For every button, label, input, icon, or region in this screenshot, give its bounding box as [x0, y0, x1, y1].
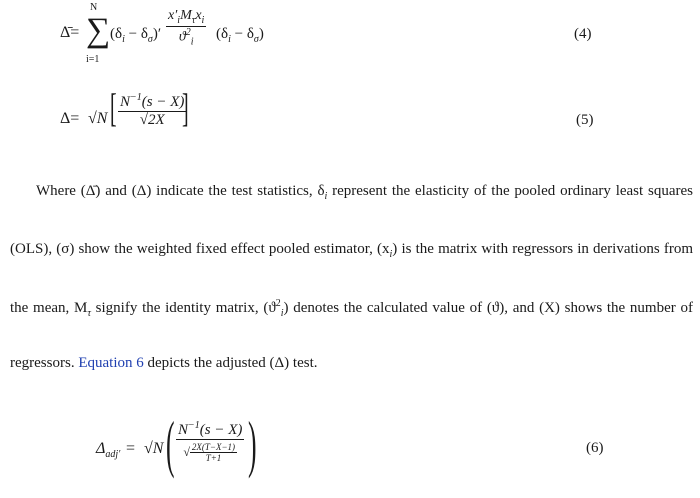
equation-6-link[interactable]: Equation 6: [78, 355, 144, 371]
eq6-lhs: $\Delta_{adj'}$: [96, 440, 121, 461]
paragraph-line-4: regressors. Equation 6 depicts the adjusted (Δ) test.: [10, 355, 318, 371]
eq4-fraction: $\frac{x'_iM_\tau x_i}{ϑ^2_i}$: [168, 8, 205, 48]
paragraph-line-3: the mean, $M_\tau$ signify the identity matrix, $(ϑ^2_i)$ denotes the calculated value of (ϑ), and (X) shows the number of: [10, 298, 693, 319]
equation-number-4: (4): [574, 26, 592, 42]
eq4-lhs: Δ̄=: [60, 24, 80, 41]
left-paren-icon: (: [166, 408, 175, 479]
eq5-sqrt: √N: [88, 110, 108, 127]
paragraph-line-2: (OLS), (σ) show the weighted fixed effect pooled estimator, $(x_i)$ is the matrix with regressors in derivations from: [10, 241, 693, 260]
equation-number-5: (5): [576, 112, 594, 128]
equation-number-6: (6): [586, 440, 604, 456]
right-bracket-icon: ]: [182, 85, 189, 130]
eq4-sum-lower: i=1: [86, 54, 100, 65]
eq4-left-factor: $(\delta_i - \delta_\sigma)'$: [110, 26, 162, 45]
eq6-sqrt: √N: [144, 440, 164, 457]
sum-symbol-icon: ∑: [86, 12, 111, 49]
right-paren-icon: ): [248, 408, 257, 479]
equation-6: [0, 408, 700, 496]
eq5-lhs: Δ=: [60, 110, 80, 127]
eq5-fraction: $\frac{N^{-1}(s - X)}{√2X}$: [120, 92, 185, 128]
equation-5: [0, 85, 700, 150]
paragraph-line-1: Where (Δ̄) and (Δ) indicate the test statistics, $\delta_i$ represent the elasticity of the pooled ordinary least squares: [36, 183, 693, 202]
eq6-fraction: $N^{-1}(s - X)$ √ $\frac{2X(T-X-1)}{T+1}$: [178, 420, 243, 463]
eq6-equals: =: [126, 440, 136, 457]
left-bracket-icon: [: [110, 85, 117, 130]
eq4-sum-upper: N: [90, 2, 98, 13]
equation-4: [0, 2, 700, 72]
eq4-right-factor: $(\delta_i - \delta_\sigma)$: [216, 26, 264, 45]
